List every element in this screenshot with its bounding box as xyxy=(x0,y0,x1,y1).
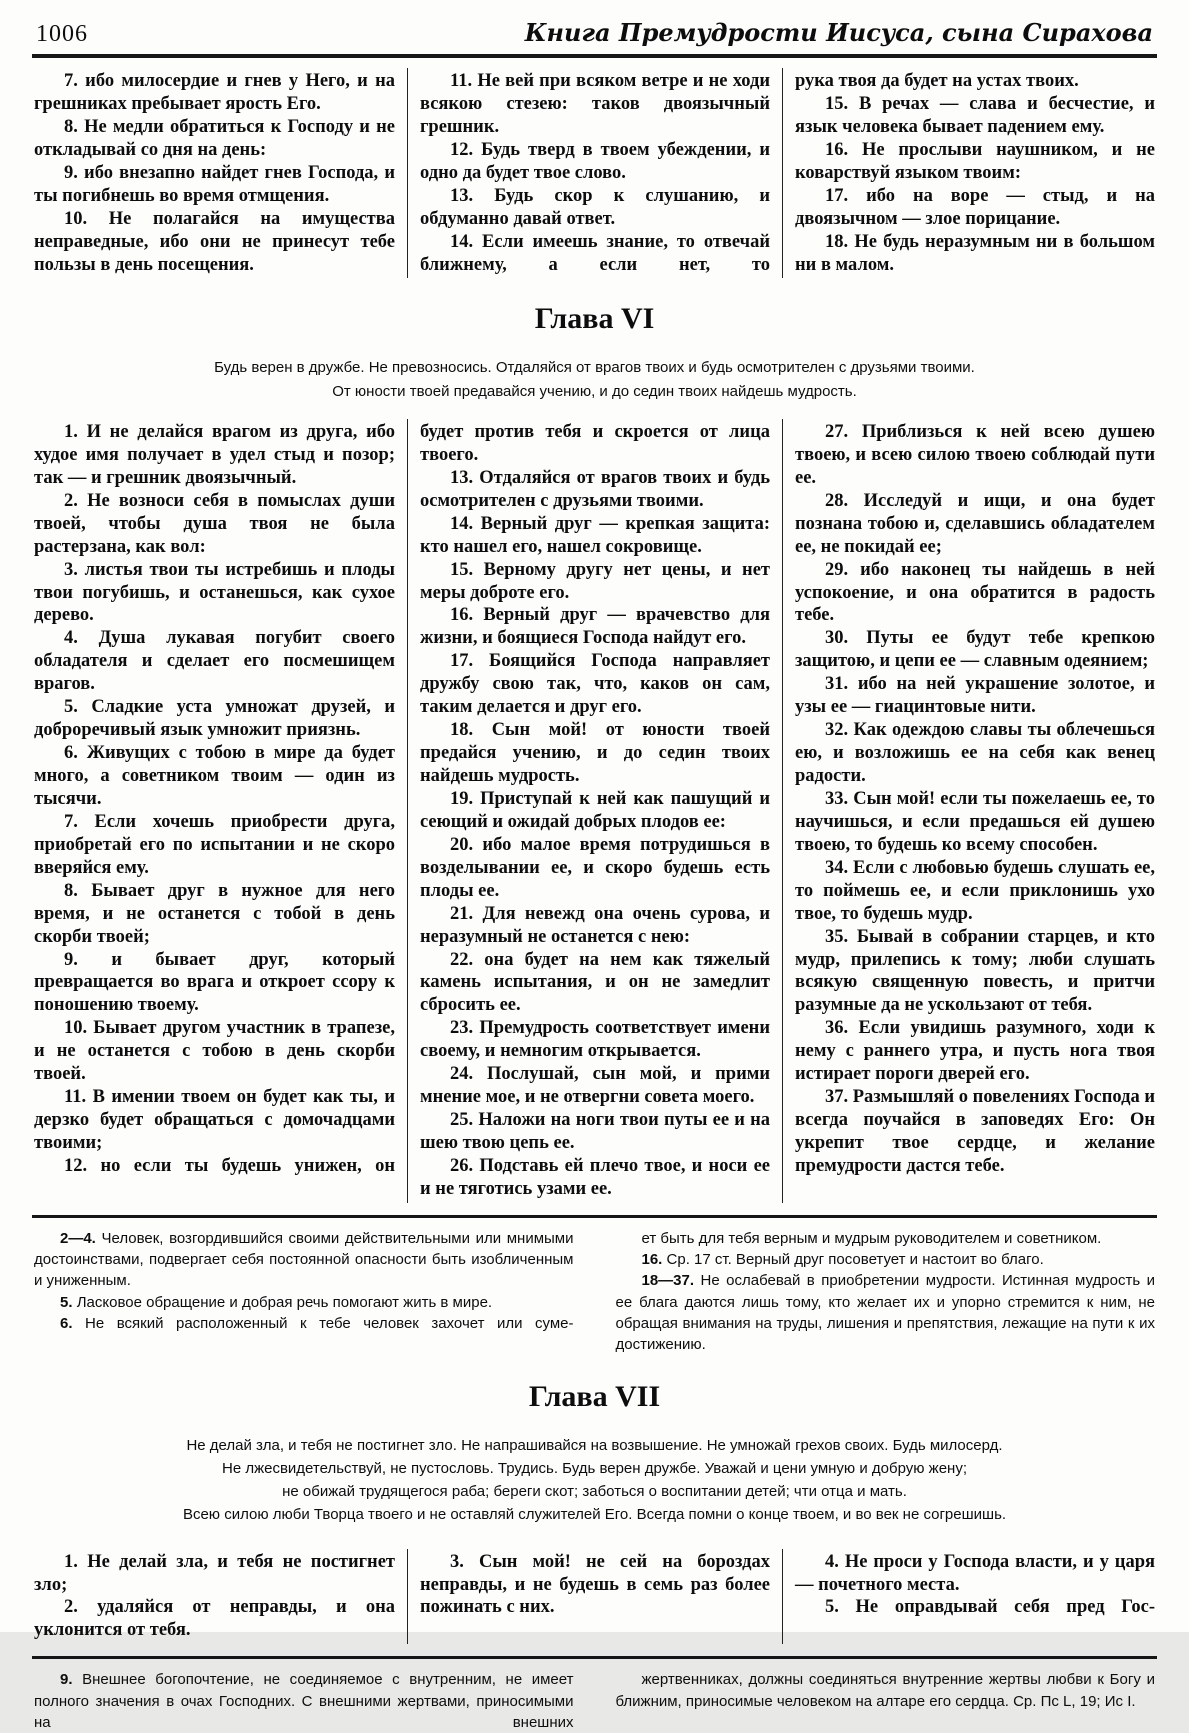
chapter-6-intro xyxy=(72,356,1117,403)
paragraph: 2. удаляйся от неправды, и она уклонится от тебя. xyxy=(34,1597,396,1641)
paragraph: 28. Исследуй и ищи, и она будет познана тобою и, сделавшись обладателем ее, не покидай ее; xyxy=(795,490,1156,557)
paragraph: 12. но если ты будешь унижен, он xyxy=(64,1155,396,1176)
verse-column-3 xyxy=(782,68,1157,278)
paragraph: 7. Если хочешь приобрести друга, приобретай его по испытании и не скоро вверяйся ему. xyxy=(34,811,396,878)
paragraph: 18. Не будь неразумным ни в большом ни в малом. xyxy=(795,231,1155,275)
paragraph: 13. Отдаляйся от врагов твоих и будь осмотрителен с друзьями твоими. xyxy=(420,467,771,511)
verse-column-3 xyxy=(782,1549,1157,1645)
footnote-column-left xyxy=(34,1669,574,1733)
chapter-7-intro xyxy=(72,1434,1117,1527)
verse-column-3 xyxy=(782,419,1157,1203)
paragraph: 1. Не делай зла, и тебя не постигнет зло; xyxy=(34,1551,396,1595)
chapter-6-verse-columns xyxy=(32,419,1157,1203)
verse-column-2 xyxy=(407,68,782,278)
paragraph: 23. Премудрость соответствует имени своему, и немногим открывается. xyxy=(420,1018,770,1062)
paragraph: 13. Будь скор к слушанию, и обдуманно давай ответ. xyxy=(420,185,770,229)
intro-line: Не лжесвидетельствуй, не пустословь. Трудись. Будь верен дружбе. Уважай и цени умную и добрую жену; xyxy=(221,1459,968,1477)
paragraph: 1. И не делайся врагом из друга, ибо худое имя получает в удел стыд и позор; так — и грешник двоязычный. xyxy=(34,421,396,488)
chapter-6-title: Глава VI xyxy=(534,302,655,336)
verse-column-1 xyxy=(32,419,407,1203)
paragraph: 4. Не проси у Господа власти, и у царя — почетного места. xyxy=(795,1551,1156,1595)
paragraph: 11. Не вей при всяком ветре и не ходи всякою стезею: таков двоязычный грешник. xyxy=(420,71,770,137)
intro-line: Всею силою люби Творца твоего и не оставляй служителей Его. Всегда помни о конце твоем, и во век не согрешишь. xyxy=(182,1506,1007,1524)
paragraph: 7. ибо милосердие и гнев у Него, и на грешниках пребывает ярость Его. xyxy=(34,71,395,114)
paragraph: 3. листья твои ты истребишь и плоды твои погубишь, и останешься, как сухое дерево. xyxy=(34,559,396,626)
paragraph: 12. Будь тверд в твоем убеждении, и одно да будет твое слово. xyxy=(420,139,770,183)
paragraph: 8. Бывает друг в нужное для него время, и не останется с тобой в день скорби твоей; xyxy=(34,880,395,947)
paragraph: 37. Размышляй о повелениях Господа и всегда поучайся в заповедях Его: Он укрепит твое сердце, и желание премудрости дастся тебе. xyxy=(795,1087,1156,1176)
paragraph: 2—4. Человек, возгордившийся своими действительными или мнимыми достоинствами, подвергает себя постоянной опасности быть изобличенным и униженным. xyxy=(34,1229,574,1290)
paragraph: 5. Сладкие уста умножат друзей, и доброречивый язык умножит приязнь. xyxy=(34,697,396,741)
paragraph: 16. Верный друг — врачевство для жизни, и боящиеся Господа найдут его. xyxy=(420,605,771,649)
running-title: Книга Премудрости Иисуса, сына Сирахова xyxy=(524,18,1153,47)
paragraph: будет против тебя и скроется от лица твоего. xyxy=(420,421,770,465)
paragraph: 18. Сын мой! от юности твоей предайся учению, и до седин твоих найдешь мудрость. xyxy=(420,720,770,786)
paragraph: 9. Внешнее богопочтение, не соединяемое с внутренним, не имеет полного значения в очах Господних. С внешними жертвами, приносимыми на внешних xyxy=(34,1671,574,1731)
header-rule xyxy=(32,54,1157,58)
verse-column-2 xyxy=(407,1549,782,1645)
paragraph: 32. Как одеждою славы ты облечешься ею, и возложишь ее на себя как венец радости. xyxy=(795,720,1155,786)
paragraph: 14. Верный друг — крепкая защита: кто нашел его, нашел сокровище. xyxy=(420,513,770,557)
paragraph: 5. Ласковое обращение и добрая речь помогают жить в мире. xyxy=(60,1293,493,1311)
paragraph: 8. Не медли обратиться к Господу и не откладывай со дня на день: xyxy=(34,116,395,160)
footnote-column-left xyxy=(34,1228,574,1356)
paragraph: 15. Верному другу нет цены, и нет меры доброте его. xyxy=(420,559,770,603)
paragraph: 21. Для невежд она очень сурова, и неразумный не останется с нею: xyxy=(420,903,770,947)
paragraph: ет быть для тебя верным и мудрым руководителем и советником. xyxy=(641,1229,1102,1247)
paragraph: 6. Не всякий расположенный к тебе человек захочет или суме- xyxy=(60,1315,574,1332)
paragraph: 18—37. Не ослабевай в приобретении мудрости. Истинная мудрость и ее блага даются лишь тому, кто желает их и упорно стремится к ним, не обращая внимания на труды, лишения и препятствия, лежащие на пути к их достижению. xyxy=(615,1272,1155,1354)
paragraph: 24. Послушай, сын мой, и прими мнение мое, и не отвергни совета моего. xyxy=(420,1064,770,1108)
chapter-6-footnotes xyxy=(32,1228,1157,1356)
paragraph: жертвенниках, должны соединяться внутренние жертвы любви к Богу и ближним, приносимые человеком на алтаре его сердца. Ср. Пс L, 19; Ис I. xyxy=(615,1671,1155,1710)
paragraph: 5. Не оправдывай себя пред Гос- xyxy=(825,1597,1155,1618)
paragraph: 25. Наложи на ноги твои путы ее и на шею твою цепь ее. xyxy=(420,1110,771,1153)
paragraph: 33. Сын мой! если ты пожелаешь ее, то научишься, и если предашься ей душею твоею, то будешь ко всему способен. xyxy=(795,788,1155,855)
paragraph: 29. ибо наконец ты найдешь в ней успокоение, и она обратится в радость тебе. xyxy=(795,559,1155,626)
chapter-7-section xyxy=(32,1380,1157,1645)
paragraph: 36. Если увидишь разумного, ходи к нему с раннего утра, и пусть нога твоя истирает пороги дверей его. xyxy=(795,1018,1155,1085)
paragraph: 14. Если имеешь знание, то отвечай ближнему, а если нет, то xyxy=(420,231,770,275)
paragraph: 35. Бывай в собрании старцев, и кто мудр, прилепись к тому; люби слушать всякую священную повесть, и притчи разумные да не ускользают от тебя. xyxy=(795,926,1155,1016)
paragraph: 9. ибо внезапно найдет гнев Господа, и ты погибнешь во время отмщения. xyxy=(34,162,396,206)
intro-line: От юности твоей предавайся учению, и до седин твоих найдешь мудрость. xyxy=(332,382,857,400)
paragraph: 6. Живущих с тобою в мире да будет много, а советником твоим — один из тысячи. xyxy=(34,743,395,809)
chapter-7-footnotes xyxy=(32,1669,1157,1733)
paragraph: 15. В речах — слава и бесчестие, и язык человека бывает падением ему. xyxy=(795,93,1156,137)
paragraph: 16. Не прослыви наушником, и не коварствуй языком твоим: xyxy=(795,139,1156,183)
footnote-column-right xyxy=(616,1228,1156,1356)
paragraph: 16. Ср. 17 ст. Верный друг посоветует и настоит во благо. xyxy=(641,1251,1044,1269)
intro-line: Будь верен в дружбе. Не превозносись. Отдаляйся от врагов твоих и будь осмотрителен с друзьями твоими. xyxy=(214,359,975,377)
verse-column-1 xyxy=(32,1549,407,1645)
paragraph: 34. Если с любовью будешь слушать ее, то поймешь ее, и если приклонишь ухо твое, то будешь мудр. xyxy=(795,857,1156,924)
paragraph: 26. Подставь ей плечо твое, и носи ее и не тяготись узами ее. xyxy=(420,1155,770,1199)
paragraph: 10. Бывает другом участник в трапезе, и не останется с тобою в день скорби твоей. xyxy=(34,1018,395,1085)
paragraph: 31. ибо на ней украшение золотое, и узы ее — гиацинтовые нити. xyxy=(795,674,1155,718)
paragraph: 20. ибо малое время потрудишься в возделывании ее, и скоро будешь есть плоды ее. xyxy=(420,834,771,901)
top-verse-columns xyxy=(32,68,1157,278)
paragraph: 2. Не возноси себя в помыслах души твоей, чтобы душа твоя не была растерзана, как вол: xyxy=(34,490,395,557)
footnote-column-right xyxy=(616,1669,1156,1733)
verse-column-1 xyxy=(32,68,407,278)
paragraph: 17. Боящийся Господа направляет дружбу свою так, что, каков он сам, таким делается и друг его. xyxy=(420,651,771,718)
intro-line: Не делай зла, и тебя не постигнет зло. Не напрашивайся на возвышение. Не умножай грехов своих. Будь милосерд. xyxy=(186,1436,1003,1454)
paragraph: 22. она будет на нем как тяжелый камень испытания, и он не замедлит сбросить ее. xyxy=(420,949,770,1016)
verse-column-2 xyxy=(407,419,782,1203)
paragraph: 17. ибо на воре — стыд, и на двоязычном — злое порицание. xyxy=(795,185,1156,229)
chapter-6-section xyxy=(32,302,1157,1202)
paragraph: 30. Путы ее будут тебе крепкою защитою, и цепи ее — славным одеянием; xyxy=(795,628,1156,672)
page-number: 1006 xyxy=(36,21,88,47)
paragraph: 9. и бывает друг, который превращается во врага и откроет ссору к поношению твоему. xyxy=(34,949,395,1016)
paragraph: рука твоя да будет на устах твоих. xyxy=(795,71,1079,91)
footnote-rule xyxy=(32,1215,1157,1218)
paragraph: 11. В имении твоем он будет как ты, и дерзко будет обращаться с домочадцами твоими; xyxy=(34,1087,395,1153)
chapter-7-title: Глава VII xyxy=(528,1379,661,1413)
bottom-footnote-rule xyxy=(32,1656,1157,1659)
paragraph: 19. Приступай к ней как пашущий и сеющий и ожидай добрых плодов ее: xyxy=(420,788,770,832)
paragraph: 4. Душа лукавая погубит своего обладателя и сделает его посмешищем врагов. xyxy=(34,628,395,695)
chapter-7-verse-columns xyxy=(32,1549,1157,1645)
paragraph: 27. Приблизься к ней всею душею твоею, и всею силою твоею соблюдай пути ее. xyxy=(795,421,1155,488)
paragraph: 3. Сын мой! не сей на бороздах неправды, и не будешь в семь раз более пожинать с них. xyxy=(420,1551,771,1618)
intro-line: не обижай трудящегося раба; береги скот; заботься о воспитании детей; чти отца и мать. xyxy=(282,1483,907,1501)
page-header xyxy=(32,16,1157,54)
paragraph: 10. Не полагайся на имущества неправедные, ибо они не принесут тебе пользы в день посещения. xyxy=(34,208,395,275)
